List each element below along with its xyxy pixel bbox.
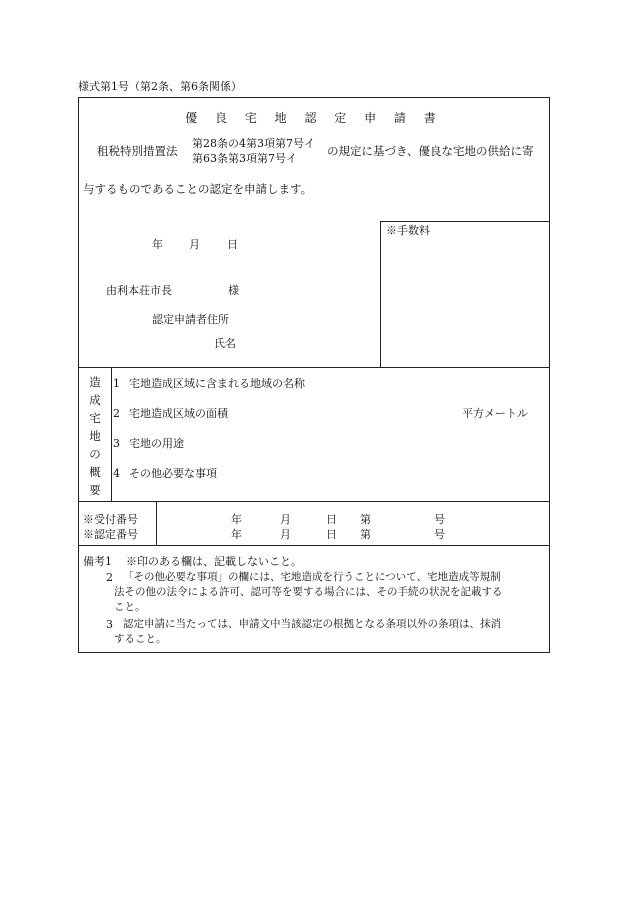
receipt-month: 月 [280,513,291,526]
remarks-note-3-line-1: 認定申請に当たっては、申請文中当該認定の根拠となる条項以外の条項は、抹消 [123,618,501,630]
fee-label: ※手数料 [386,224,430,237]
remarks-note-2-line-2: 法その他の法令による許可、認可等を要する場合には、その手続の状況を記載する [114,586,503,598]
overview-side-char: 造 [89,375,101,389]
date-day: 日 [227,238,238,251]
overview-item-2-number: 2 [113,407,120,420]
law-name: 租税特別措置法 [97,144,178,158]
applicant-name-label: 氏名 [214,337,236,350]
certification-number-label: ※認定番号 [83,528,138,541]
registry-top-border [79,501,549,502]
addressee-mayor: 由利本荘市長 [106,284,172,297]
receipt-day: 日 [326,513,337,526]
remarks-note-3-line-2: すること。 [114,633,167,645]
date-year: 年 [152,238,163,251]
remarks-note-2-line-3: こと。 [114,601,146,613]
overview-item-3-number: 3 [113,437,120,450]
certification-day: 日 [326,528,337,541]
overview-side-char: 宅 [89,411,101,425]
application-form-frame [78,97,550,653]
overview-side-char: の [89,447,101,461]
overview-side-char: 地 [89,429,101,443]
remarks-note-1: ※印のある欄は、記載しないこと。 [126,555,302,568]
overview-top-border [79,367,549,368]
form-number-label: 様式第1号（第2条、第6条関係） [78,80,242,93]
remarks-top-border [79,545,549,546]
overview-item-1-label: 宅地造成区域に含まれる地域の名称 [129,377,305,390]
overview-side-char: 概 [89,465,101,479]
receipt-number-label: ※受付番号 [83,513,138,526]
overview-side-char: 成 [89,393,101,407]
certification-go: 号 [434,528,445,541]
clause-2: 第63条第3項第7号イ [192,152,297,165]
overview-item-4-label: その他必要な事項 [129,467,217,480]
receipt-dai: 第 [360,513,371,526]
remarks-note-2-line-1: 「その他必要な事項」の欄には、宅地造成を行うことについて、宅地造成等規制 [123,571,501,583]
remarks-note-3-number: 3 [106,618,113,631]
overview-item-4-number: 4 [113,467,120,480]
fee-box-left-border [380,221,381,367]
receipt-year: 年 [231,513,242,526]
form-title: 優 良 宅 地 認 定 申 請 書 [185,111,443,125]
remarks-note-2-number: 2 [106,571,113,584]
overview-label-divider [111,367,112,501]
certification-year: 年 [231,528,242,541]
application-sentence-1: の規定に基づき、優良な宅地の供給に寄 [327,144,534,158]
overview-item-3-label: 宅地の用途 [129,437,184,450]
registry-label-divider [156,501,157,545]
certification-dai: 第 [360,528,371,541]
receipt-go: 号 [434,513,445,526]
fee-box-top-border [380,221,550,222]
date-month: 月 [189,238,200,251]
applicant-address-label: 認定申請者住所 [152,313,229,326]
overview-item-2-label: 宅地造成区域の面積 [129,407,228,420]
addressee-honorific: 様 [228,284,239,297]
remarks-heading: 備考1 [83,555,112,568]
overview-side-char: 要 [89,483,101,497]
clause-1: 第28条の4第3項第7号イ [192,137,315,150]
overview-item-1-number: 1 [113,377,120,390]
application-sentence-2: 与するものであることの認定を申請します。 [83,182,313,196]
overview-item-2-unit: 平方メートル [462,407,528,420]
certification-month: 月 [280,528,291,541]
